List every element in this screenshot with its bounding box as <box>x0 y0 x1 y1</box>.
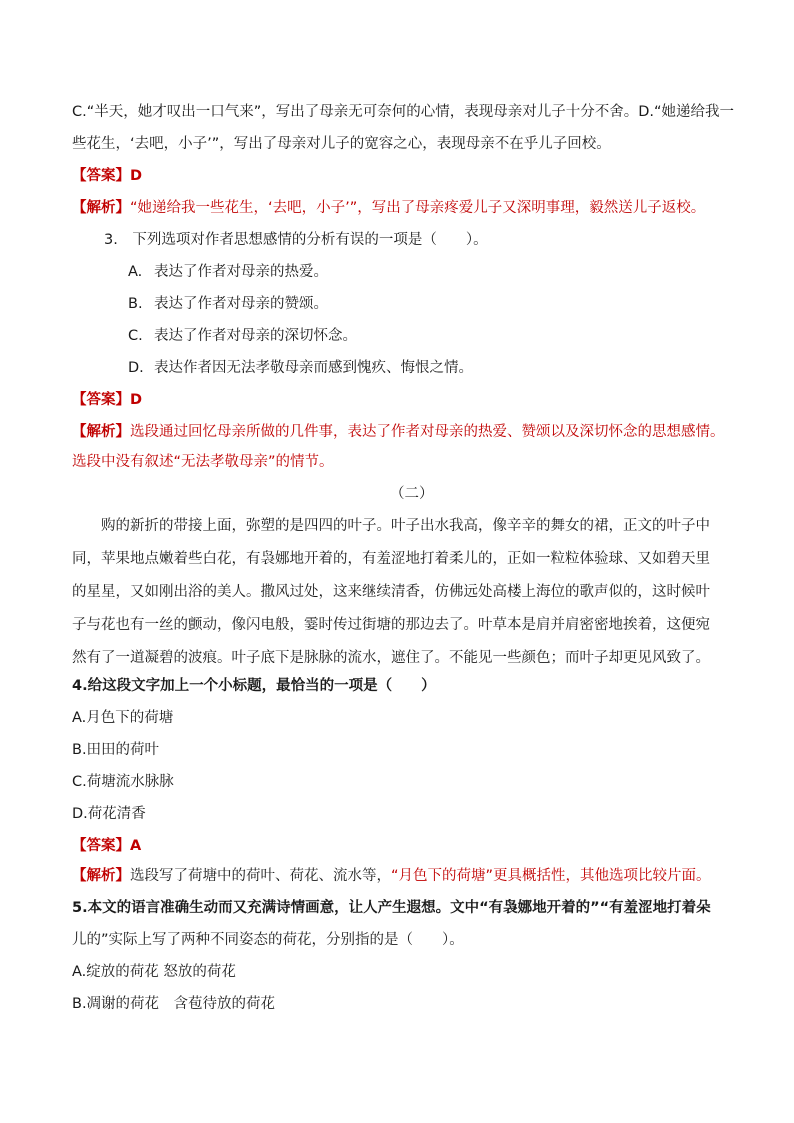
option-text: 表达了作者对母亲的深切怀念。 <box>154 328 357 344</box>
q4-option-d: D.荷花清香 <box>72 806 146 822</box>
analysis-tag: 【解析】 <box>72 200 130 216</box>
passage-line: 购的新折的带接上面，弥塑的是四四的叶子。叶子出水我高，像辛辛的舞女的裙，正文的叶子中 <box>72 518 710 534</box>
q3-option-d <box>128 358 473 378</box>
q3-answer <box>72 390 142 410</box>
q3-analysis-line-1 <box>72 422 725 442</box>
q4-option-a: A.月色下的荷塘 <box>72 710 174 726</box>
option-text: 表达了作者对母亲的热爱。 <box>154 264 328 280</box>
option-letter: B. <box>128 296 143 312</box>
q5-stem-line-2: 儿的”实际上写了两种不同姿态的荷花，分别指的是（ ）。 <box>72 932 464 948</box>
q4-stem: 4.给这段文字加上一个小标题，最恰当的一项是（ ） <box>72 678 436 694</box>
q2-answer <box>72 166 142 186</box>
option-text: 表达作者因无法孝敬母亲而感到愧疚、悔恨之情。 <box>154 360 473 376</box>
q2-analysis <box>72 198 705 218</box>
analysis-text-highlight: “月色下的荷塘”更具概括性，其他选项比较片面。 <box>391 868 711 884</box>
passage <box>72 510 722 675</box>
analysis-text: 选段写了荷塘中的荷叶、荷花、流水等， <box>130 868 391 884</box>
q3-stem: 3. 下列选项对作者思想感情的分析有误的一项是（ ）。 <box>104 232 488 248</box>
option-text: 表达了作者对母亲的赞颂。 <box>154 296 328 312</box>
q5-option-a: A.绽放的荷花 怒放的荷花 <box>72 964 236 980</box>
q4-answer <box>72 836 141 856</box>
q4-option-b: B.田田的荷叶 <box>72 742 160 758</box>
passage-line: 然有了一道凝碧的波痕。叶子底下是脉脉的流水，遮住了。不能见一些颜色；而叶子却更见风致了。 <box>72 650 710 666</box>
q3-option-a <box>128 262 328 282</box>
answer-value: A <box>130 838 142 854</box>
option-letter: D. <box>128 360 144 376</box>
q3-option-b <box>128 294 328 314</box>
passage-line: 的星星，又如刚出浴的美人。撒风过处，这来继续清香，仿佛远处高楼上海位的歌声似的，这时候叶 <box>72 584 710 600</box>
analysis-text: 选段通过回忆母亲所做的几件事，表达了作者对母亲的热爱、赞颂以及深切怀念的思想感情。 <box>130 424 725 440</box>
q2-option-line-1: C.“半天，她才叹出一口气来”，写出了母亲无可奈何的心情，表现母亲对儿子十分不舍。D.“她递给我一 <box>72 104 735 120</box>
q3-analysis-line-2: 选段中没有叙述“无法孝敬母亲”的情节。 <box>72 454 334 470</box>
section-heading: （二） <box>390 486 434 502</box>
passage-line: 子与花也有一丝的颤动，像闪电般，霎时传过街塘的那边去了。叶草本是肩并肩密密地挨着，这便宛 <box>72 617 710 633</box>
analysis-tag: 【解析】 <box>72 424 130 440</box>
q5-option-b: B.凋谢的荷花 含苞待放的荷花 <box>72 996 276 1012</box>
option-letter: A. <box>128 264 143 280</box>
q4-option-c: C.荷塘流水脉脉 <box>72 774 174 790</box>
q4-analysis <box>72 866 711 886</box>
passage-line: 同，苹果地点嫩着些白花，有袅娜地开着的，有羞涩地打着柔儿的，正如一粒粒体验球、又如碧天里 <box>72 551 710 567</box>
answer-tag: 【答案】 <box>72 392 130 408</box>
q2-option-line-2: 些花生，‘去吧，小子’”，写出了母亲对儿子的宽容之心，表现母亲不在乎儿子回校。 <box>72 136 611 152</box>
answer-tag: 【答案】 <box>72 168 130 184</box>
q5-stem-line-1: 5.本文的语言准确生动而又充满诗情画意，让人产生遐想。文中“有袅娜地开着的”“有羞涩地打着朵 <box>72 900 711 916</box>
analysis-tag: 【解析】 <box>72 868 130 884</box>
answer-value: D <box>130 392 143 408</box>
option-letter: C. <box>128 328 143 344</box>
analysis-text: “她递给我一些花生，‘去吧，小子’”，写出了母亲疼爱儿子又深明事理，毅然送儿子返校。 <box>130 200 706 216</box>
answer-tag: 【答案】 <box>72 838 130 854</box>
q3-option-c <box>128 326 357 346</box>
answer-value: D <box>130 168 143 184</box>
